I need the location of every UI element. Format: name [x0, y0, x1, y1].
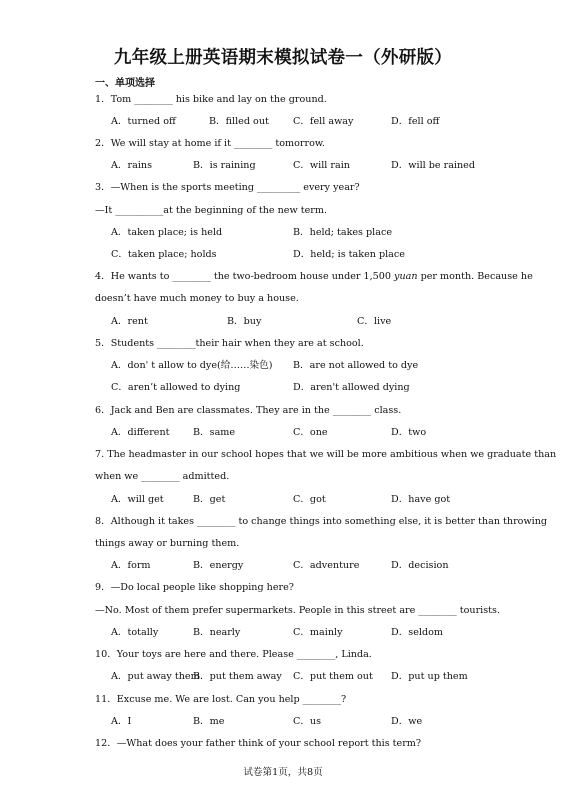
option-c: C．fell away	[293, 116, 354, 127]
question-8-line-2: things away or burning them.	[95, 538, 240, 549]
option-c: C．aren’t allowed to dying	[111, 382, 241, 393]
option-d: D．we	[391, 716, 423, 727]
option-a: A．totally	[111, 627, 159, 638]
question-8: 8．Although it takes ________ to change things into something else, it is better than throwing	[95, 516, 548, 527]
option-c: C．live	[357, 316, 392, 327]
option-a: A．rent	[111, 316, 148, 327]
option-a: A．don' t allow to dye(给……染色)	[111, 360, 273, 371]
option-c: C．put them out	[293, 671, 373, 682]
option-c: C．got	[293, 494, 326, 505]
option-b: B．buy	[227, 316, 262, 327]
question-3: 3．—When is the sports meeting _________ every year?	[95, 182, 360, 193]
option-d: D．aren't allowed dying	[293, 382, 410, 393]
option-b: B．is raining	[193, 160, 256, 171]
option-b: B．are not allowed to dye	[293, 360, 419, 371]
option-b: B．filled out	[209, 116, 269, 127]
question-3-line-2: —It __________at the beginning of the new term.	[95, 205, 327, 216]
option-a: A．I	[111, 716, 132, 727]
question-11: 11．Excuse me. We are lost. Can you help ________?	[95, 694, 347, 705]
option-d: D．have got	[391, 494, 451, 505]
option-c: C．taken place; holds	[111, 249, 217, 260]
option-b: B．me	[193, 716, 225, 727]
question-5: 5．Students ________their hair when they are at school.	[95, 338, 364, 349]
option-a: A．put away them	[111, 671, 200, 682]
option-a: A．will get	[111, 494, 164, 505]
option-b: B．same	[193, 427, 236, 438]
question-4-tail: per month. Because he	[417, 271, 533, 282]
option-c: C．us	[293, 716, 322, 727]
question-4-italic: yuan	[394, 271, 418, 282]
option-b: B．get	[193, 494, 226, 505]
question-2: 2．We will stay at home if it ________ tomorrow.	[95, 138, 325, 149]
question-4-line-2: doesn’t have much money to buy a house.	[95, 293, 299, 304]
option-d: D．two	[391, 427, 427, 438]
option-b: B．energy	[193, 560, 244, 571]
option-d: D．decision	[391, 560, 449, 571]
option-b: B．nearly	[193, 627, 241, 638]
question-9: 9．—Do local people like shopping here?	[95, 582, 294, 593]
option-b: B．held; takes place	[293, 227, 393, 238]
option-d: D．will be rained	[391, 160, 475, 171]
question-7: 7. The headmaster in our school hopes that we will be more ambitious when we graduate than	[95, 449, 557, 460]
option-a: A．different	[111, 427, 170, 438]
option-a: A．form	[111, 560, 151, 571]
option-d: D．fell off	[391, 116, 440, 127]
option-d: D．held; is taken place	[293, 249, 405, 260]
option-c: C．will rain	[293, 160, 350, 171]
question-4-text: 4．He wants to ________ the two-bedroom house under 1,500	[95, 271, 395, 282]
option-d: D．put up them	[391, 671, 468, 682]
option-c: C．mainly	[293, 627, 343, 638]
question-10: 10．Your toys are here and there. Please ________, Linda.	[95, 649, 372, 660]
option-a: A．rains	[111, 160, 152, 171]
section-heading: 一、单项选择	[95, 78, 155, 89]
page-title: 九年级上册英语期末模拟试卷一（外研版）	[113, 48, 453, 68]
option-a: A．taken place; is held	[111, 227, 223, 238]
option-b: B．put them away	[193, 671, 282, 682]
page-footer: 试卷第1页，共8页	[243, 767, 323, 778]
option-a: A．turned off	[111, 116, 176, 127]
option-c: C．adventure	[293, 560, 360, 571]
question-4	[95, 271, 533, 283]
option-c: C．one	[293, 427, 328, 438]
option-d: D．seldom	[391, 627, 443, 638]
question-12: 12．—What does your father think of your school report this term?	[95, 738, 422, 749]
question-7-line-2: when we ________ admitted.	[95, 471, 230, 482]
question-1: 1．Tom ________ his bike and lay on the ground.	[95, 94, 327, 105]
question-9-line-2: —No. Most of them prefer supermarkets. People in this street are ________ tourists.	[95, 605, 500, 616]
question-6: 6．Jack and Ben are classmates. They are in the ________ class.	[95, 405, 402, 416]
